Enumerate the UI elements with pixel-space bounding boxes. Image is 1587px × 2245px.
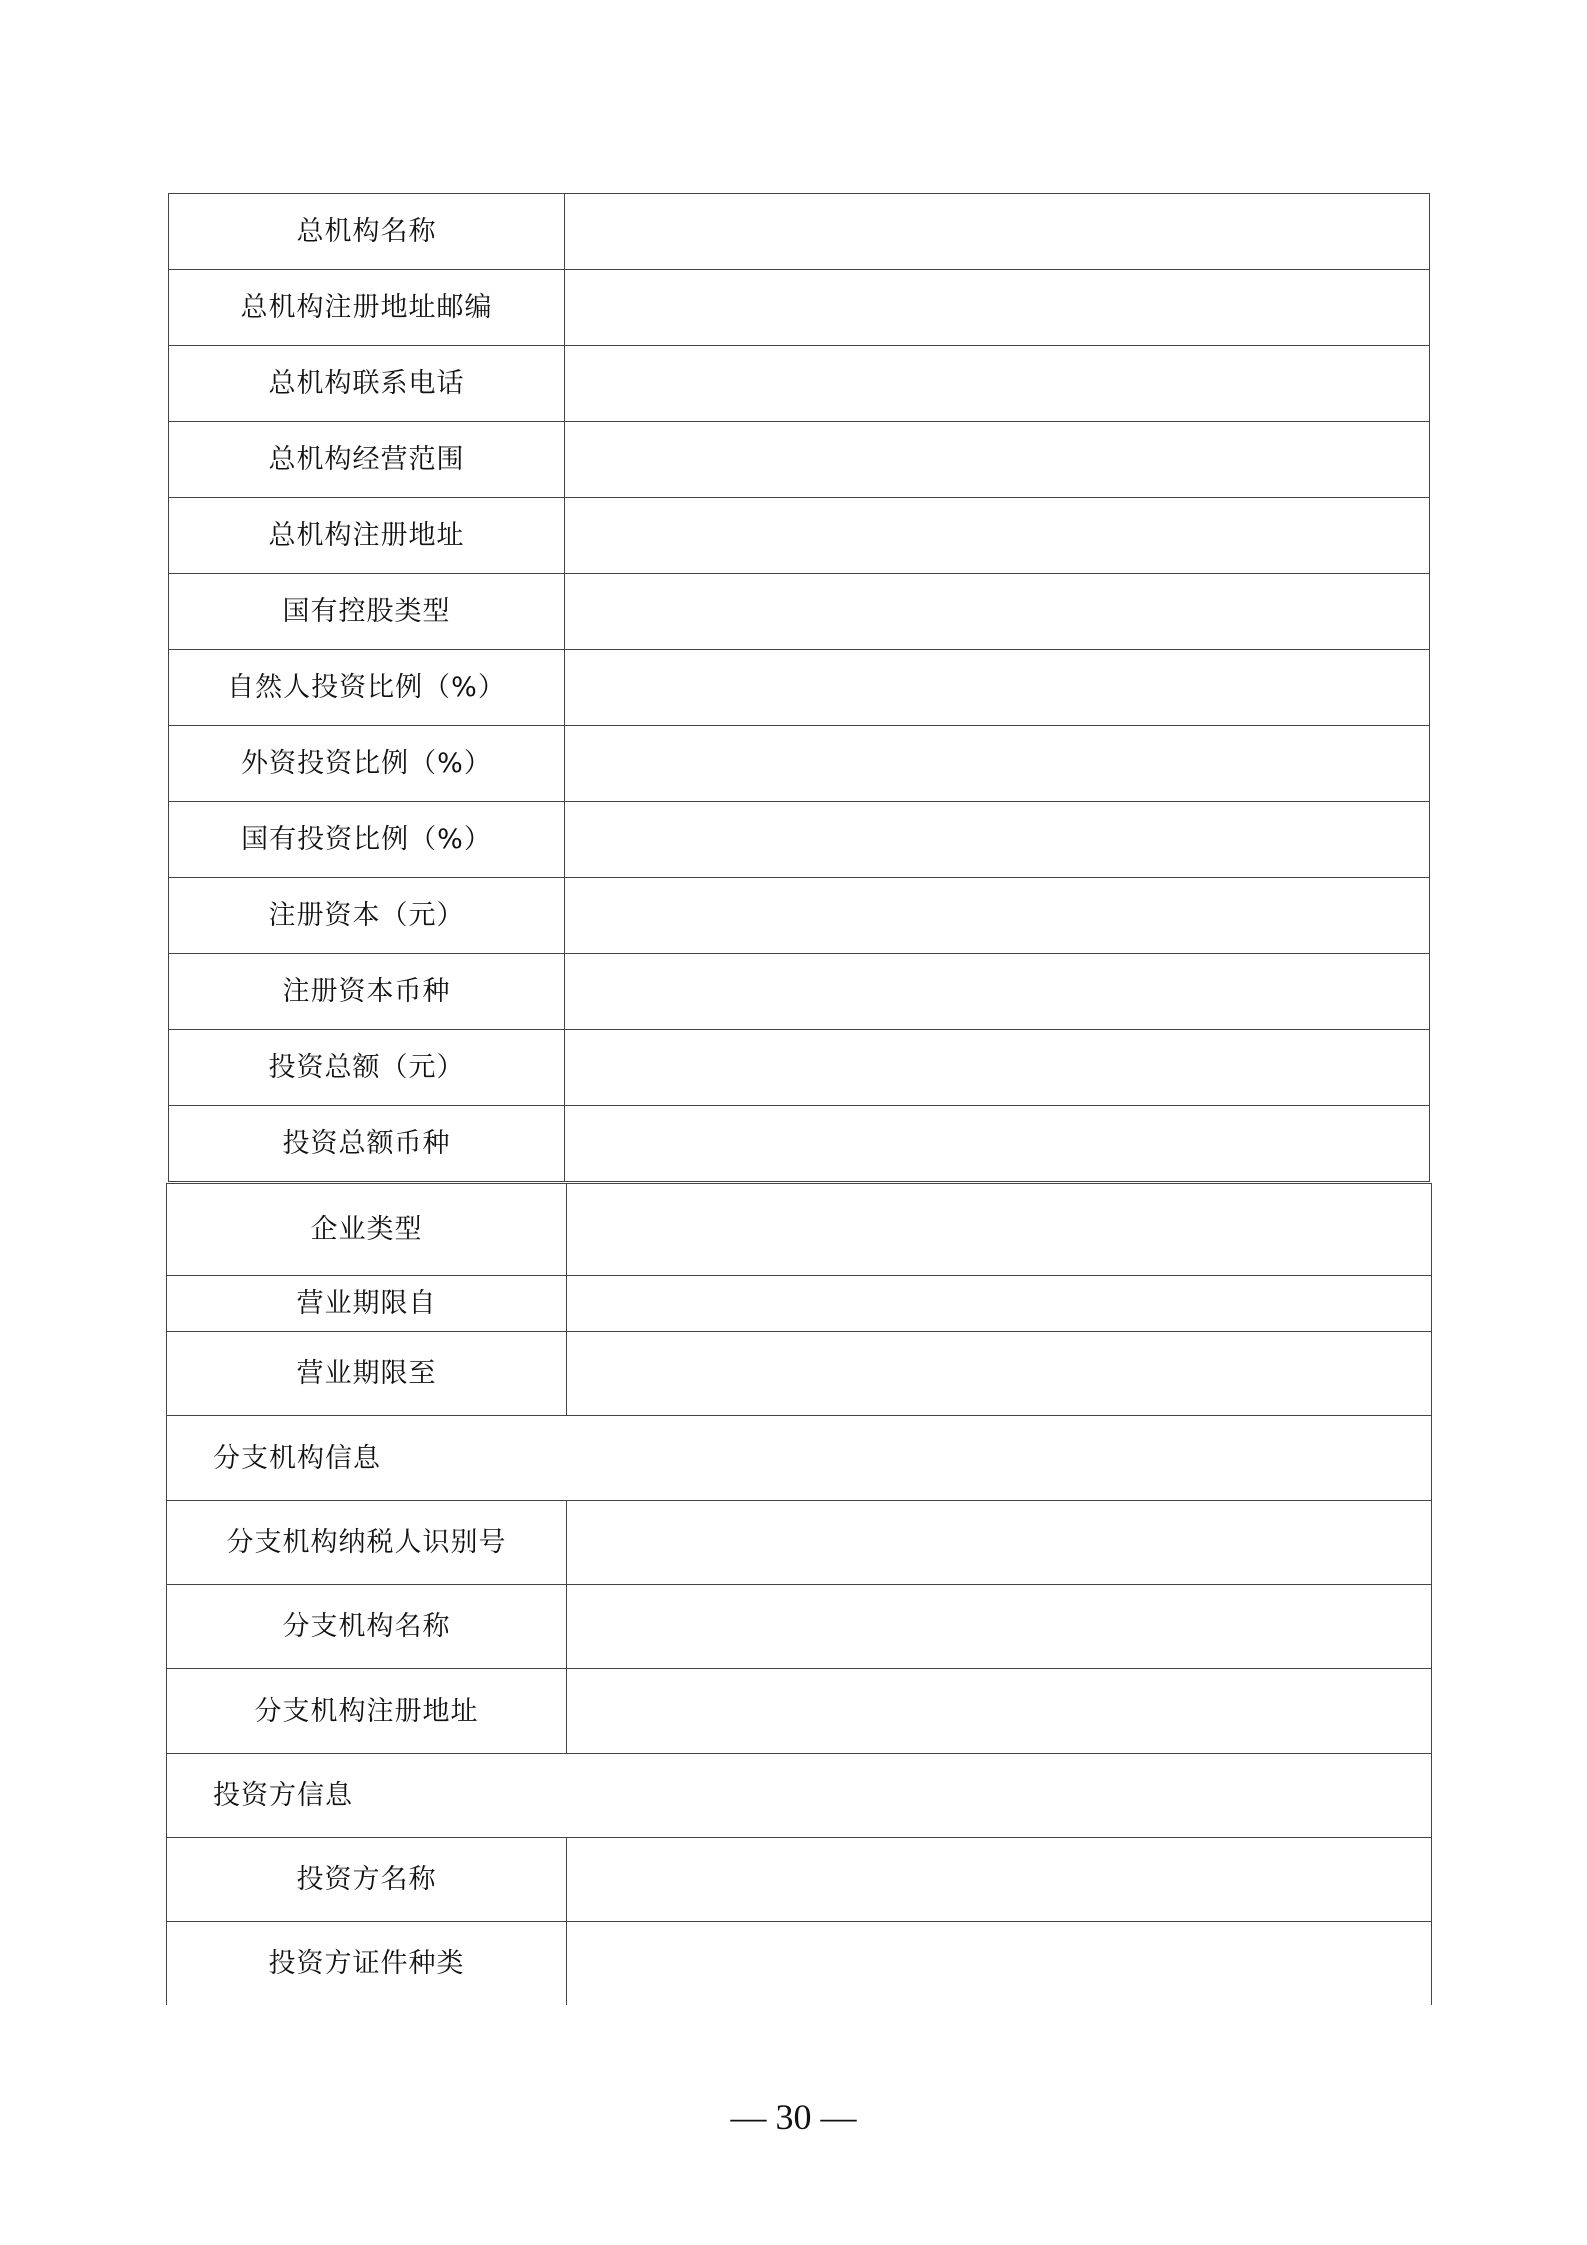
table-row (169, 878, 1430, 954)
section-header-row (167, 1416, 1432, 1501)
table-row (169, 650, 1430, 726)
field-label-state-holding-type: 国有控股类型 (169, 574, 565, 650)
field-value-business-period-to[interactable] (567, 1332, 1432, 1416)
section-header-row (167, 1754, 1432, 1838)
head-office-info-table (168, 193, 1430, 1182)
field-label-natural-person-ratio: 自然人投资比例（%） (169, 650, 565, 726)
table-row (167, 1838, 1432, 1922)
field-label-registered-capital: 注册资本（元） (169, 878, 565, 954)
field-value-natural-person-ratio[interactable] (565, 650, 1430, 726)
field-value-head-office-phone[interactable] (565, 346, 1430, 422)
field-label-enterprise-type: 企业类型 (167, 1184, 567, 1276)
page-number: — 30 — (730, 2097, 857, 2137)
field-value-enterprise-type[interactable] (567, 1184, 1432, 1276)
field-value-investor-name[interactable] (567, 1838, 1432, 1922)
field-value-branch-name[interactable] (567, 1585, 1432, 1669)
field-label-state-investment-ratio: 国有投资比例（%） (169, 802, 565, 878)
field-value-total-investment[interactable] (565, 1030, 1430, 1106)
field-value-head-office-business-scope[interactable] (565, 422, 1430, 498)
table-row (169, 194, 1430, 270)
field-value-branch-taxpayer-id[interactable] (567, 1501, 1432, 1585)
table-row (169, 346, 1430, 422)
section-title-branch-info: 分支机构信息 (167, 1416, 1432, 1501)
table-row (169, 1106, 1430, 1182)
table-row (167, 1276, 1432, 1332)
field-value-business-period-from[interactable] (567, 1276, 1432, 1332)
field-label-branch-name: 分支机构名称 (167, 1585, 567, 1669)
field-value-head-office-postcode[interactable] (565, 270, 1430, 346)
field-value-total-investment-currency[interactable] (565, 1106, 1430, 1182)
field-value-foreign-investment-ratio[interactable] (565, 726, 1430, 802)
field-label-head-office-address: 总机构注册地址 (169, 498, 565, 574)
field-label-head-office-postcode: 总机构注册地址邮编 (169, 270, 565, 346)
table-row (167, 1669, 1432, 1754)
table-row (169, 726, 1430, 802)
enterprise-branch-investor-table (166, 1183, 1432, 2005)
field-label-business-period-to: 营业期限至 (167, 1332, 567, 1416)
field-value-head-office-name[interactable] (565, 194, 1430, 270)
field-label-branch-taxpayer-id: 分支机构纳税人识别号 (167, 1501, 567, 1585)
field-value-branch-address[interactable] (567, 1669, 1432, 1754)
table-row (169, 498, 1430, 574)
field-value-registered-capital[interactable] (565, 878, 1430, 954)
table-row (167, 1332, 1432, 1416)
field-label-branch-address: 分支机构注册地址 (167, 1669, 567, 1754)
field-value-state-holding-type[interactable] (565, 574, 1430, 650)
table-row (167, 1501, 1432, 1585)
field-value-head-office-address[interactable] (565, 498, 1430, 574)
field-label-business-period-from: 营业期限自 (167, 1276, 567, 1332)
section-title-investor-info: 投资方信息 (167, 1754, 1432, 1838)
field-value-investor-id-type[interactable] (567, 1922, 1432, 2005)
field-label-total-investment-currency: 投资总额币种 (169, 1106, 565, 1182)
table-row (167, 1184, 1432, 1276)
field-value-state-investment-ratio[interactable] (565, 802, 1430, 878)
table-row (167, 1922, 1432, 2005)
field-label-investor-id-type: 投资方证件种类 (167, 1922, 567, 2005)
table-row (169, 954, 1430, 1030)
field-label-head-office-phone: 总机构联系电话 (169, 346, 565, 422)
field-value-registered-capital-currency[interactable] (565, 954, 1430, 1030)
field-label-foreign-investment-ratio: 外资投资比例（%） (169, 726, 565, 802)
field-label-registered-capital-currency: 注册资本币种 (169, 954, 565, 1030)
table-row (169, 270, 1430, 346)
field-label-head-office-name: 总机构名称 (169, 194, 565, 270)
table-row (169, 574, 1430, 650)
table-row (169, 422, 1430, 498)
table-row (169, 1030, 1430, 1106)
field-label-investor-name: 投资方名称 (167, 1838, 567, 1922)
field-label-head-office-business-scope: 总机构经营范围 (169, 422, 565, 498)
table-row (169, 802, 1430, 878)
table-row (167, 1585, 1432, 1669)
field-label-total-investment: 投资总额（元） (169, 1030, 565, 1106)
